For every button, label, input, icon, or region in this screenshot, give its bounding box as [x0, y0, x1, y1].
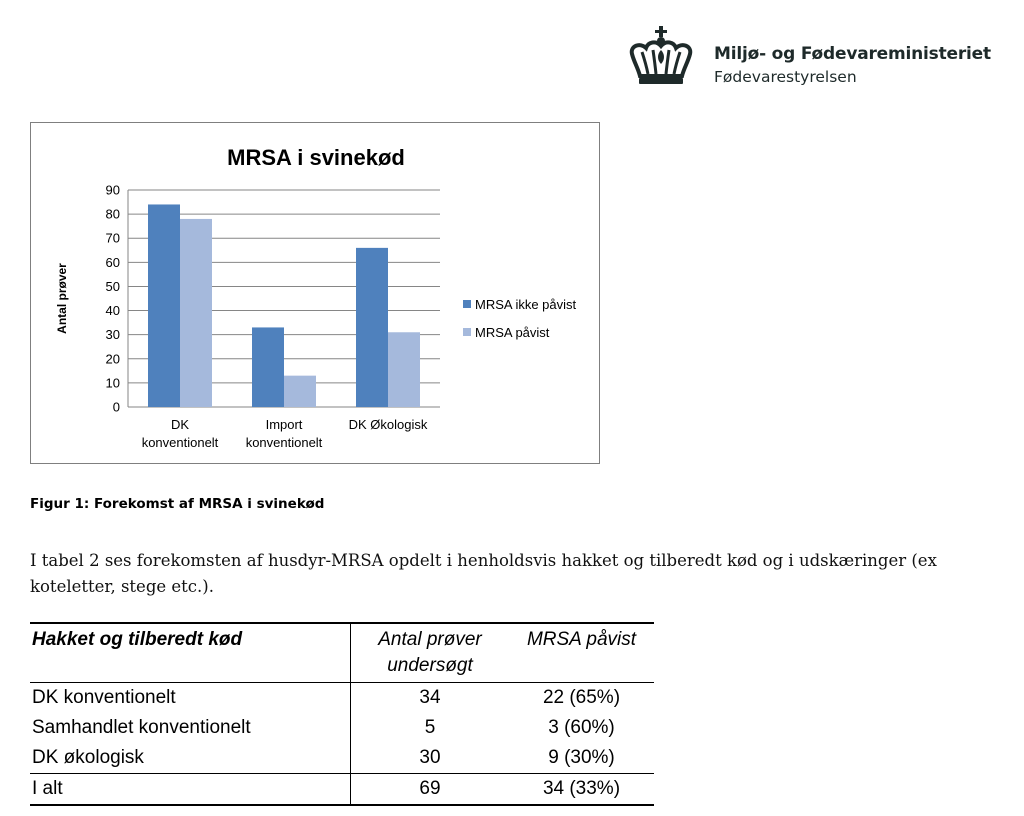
- org-subtitle: Fødevarestyrelsen: [714, 68, 857, 86]
- y-tick-label: 90: [105, 182, 120, 198]
- chart-frame: [30, 122, 600, 464]
- y-axis-label: Antal prøver: [55, 263, 69, 334]
- y-tick-label: 50: [105, 278, 120, 294]
- logo-block: [626, 24, 1016, 90]
- table-row: [30, 743, 654, 774]
- bar-mrsa-not-found: [148, 204, 180, 407]
- header-sample-count-line1: Antal prøver: [378, 629, 482, 650]
- chart-title: MRSA i svinekød: [227, 145, 405, 170]
- y-tick-label: 0: [112, 399, 120, 415]
- header-sample-count-line2: undersøgt: [387, 655, 473, 676]
- x-category-label: konventionelt: [141, 435, 219, 450]
- y-tick-label: 60: [105, 254, 120, 270]
- bar-chart: [31, 123, 599, 463]
- y-tick-label: 20: [105, 351, 120, 367]
- row-label: DK økologisk: [32, 747, 144, 768]
- bar-mrsa-found: [284, 376, 316, 407]
- results-table: [30, 622, 654, 806]
- row-mrsa-found: 22 (65%): [542, 687, 621, 708]
- total-label: I alt: [32, 778, 63, 799]
- total-mrsa-found: 34 (33%): [542, 778, 621, 799]
- bar-mrsa-found: [180, 219, 212, 407]
- header-mrsa-found: MRSA påvist: [526, 629, 637, 650]
- crown-logo-icon: [626, 24, 696, 88]
- x-category-label: Import: [265, 417, 303, 432]
- x-category-label: DK Økologisk: [348, 417, 428, 432]
- legend-label: MRSA påvist: [475, 325, 550, 340]
- table-header-row: [30, 623, 654, 683]
- bar-mrsa-not-found: [252, 327, 284, 407]
- row-label: DK konventionelt: [32, 687, 176, 708]
- table-row: [30, 713, 654, 743]
- legend-swatch: [463, 328, 471, 336]
- legend-label: MRSA ikke påvist: [475, 297, 577, 312]
- legend-swatch: [463, 300, 471, 308]
- y-tick-label: 30: [105, 327, 120, 343]
- row-sample-count: 5: [351, 713, 510, 743]
- row-mrsa-found: 3 (60%): [548, 717, 615, 738]
- org-name: Miljø- og Fødevareministeriet: [714, 44, 991, 64]
- row-sample-count: 34: [351, 683, 510, 714]
- table-row: [30, 683, 654, 714]
- bar-mrsa-found: [388, 332, 420, 407]
- y-tick-label: 10: [105, 375, 120, 391]
- total-sample-count: 69: [351, 774, 510, 806]
- figure-caption: Figur 1: Forekomst af MRSA i svinekød: [30, 496, 325, 512]
- y-tick-label: 70: [105, 230, 120, 246]
- header-category: Hakket og tilberedt kød: [32, 629, 243, 650]
- row-mrsa-found: 9 (30%): [548, 747, 615, 768]
- row-sample-count: 30: [351, 743, 510, 774]
- x-category-label: konventionelt: [245, 435, 323, 450]
- row-label: Samhandlet konventionelt: [32, 717, 251, 738]
- header-sample-count: [351, 623, 510, 683]
- x-category-label: DK: [170, 417, 190, 432]
- y-tick-label: 80: [105, 206, 120, 222]
- table-total-row: [30, 774, 654, 806]
- body-paragraph: I tabel 2 ses forekomsten af husdyr-MRSA opdelt i henholdsvis hakket og tilberedt kød og i udskæringer (ex koteletter, stege etc.).: [30, 551, 937, 596]
- y-tick-label: 40: [105, 303, 120, 319]
- bar-mrsa-not-found: [356, 248, 388, 407]
